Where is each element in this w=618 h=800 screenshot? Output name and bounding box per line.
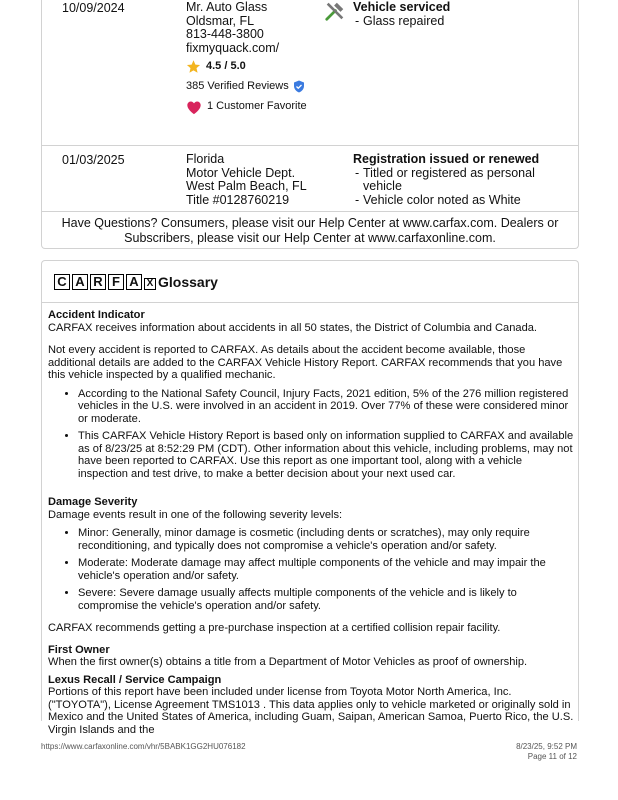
event-item: - Glass repaired	[353, 15, 450, 29]
source-name: Florida	[186, 152, 225, 166]
help-text: Have Questions? Consumers, please visit our Help Center at www.carfax.com. Dealers or Subscribers, please visit our Help Center at www.carfaxonline.com.	[61, 216, 559, 245]
damage-intro: Damage events result in one of the following severity levels:	[48, 508, 343, 521]
help-row	[42, 211, 578, 249]
accident-bullets	[48, 388, 574, 481]
verified-icon	[293, 80, 305, 93]
source-name: Mr. Auto Glass	[186, 0, 268, 14]
glossary-panel	[41, 260, 579, 736]
damage-recommendation: CARFAX recommends getting a pre-purchase inspection at a certified collision repair facility.	[48, 622, 501, 634]
footer-url: https://www.carfaxonline.com/vhr/5BABK1GG2HU076182	[41, 742, 246, 751]
damage-heading: Damage Severity	[48, 496, 138, 508]
source-location: Oldsmar, FL	[186, 13, 255, 28]
source-dept: Motor Vehicle Dept.	[186, 165, 296, 180]
event-item: - Titled or registered as personal vehicle	[353, 167, 568, 194]
first-owner-text: When the first owner(s) obtains a title from a Department of Motor Vehicles as proof of ownership.	[48, 656, 528, 668]
glossary-title: Glossary	[158, 274, 218, 290]
event-title: Registration issued or renewed	[353, 152, 540, 166]
recall-text: Portions of this report have been included under license from Toyota Motor North America, Inc. ("TOYOTA"), License Agreement TMS1013 . This data applies only to vehicle marketed or originally sold in Mexico and the United States of America, including Guam, Saipan, American Samoa, Puerto Rico, the U.S. Virgin Islands and the	[48, 686, 574, 736]
event-item: - Vehicle color noted as White	[353, 194, 568, 208]
bullet-item: • Moderate: Moderate damage may affect multiple components of the vehicle and may impair the vehicle's operation and/or safety.	[78, 557, 574, 582]
history-row	[42, 145, 578, 212]
page-number: Page 11 of 12	[527, 752, 577, 761]
logo-letter: A	[126, 274, 142, 290]
recall-heading: Lexus Recall / Service Campaign	[48, 673, 222, 686]
source-reviews[interactable]	[186, 80, 307, 94]
record-event	[353, 153, 568, 207]
rating-value: 4.5 / 5.0	[206, 59, 246, 72]
accident-intro: CARFAX receives information about accidents in all 50 states, the District of Columbia and Canada.	[48, 321, 537, 334]
record-event	[353, 1, 450, 28]
record-date: 01/03/2025	[62, 153, 125, 167]
accident-heading: Accident Indicator	[48, 309, 145, 321]
logo-letter: R	[90, 274, 106, 290]
event-title: Vehicle serviced	[353, 0, 451, 14]
footer-meta	[516, 742, 577, 762]
source-phone: 813-448-3800	[186, 27, 264, 41]
heart-icon	[186, 100, 202, 115]
bullet-item: • Severe: Severe damage usually affects multiple components of the vehicle and is likely to compromise the vehicle's operation and/or safety.	[78, 587, 574, 612]
logo-letter: A	[72, 274, 88, 290]
bullet-item: • According to the National Safety Council, Injury Facts, 2021 edition, 5% of the 276 million registered vehicles in the U.S. were involved in an accident in 2019. Over 77% of these were considered minor or moderate.	[78, 388, 574, 426]
record-source	[186, 1, 307, 115]
history-row	[42, 0, 578, 145]
footer-datetime: 8/23/25, 9:52 PM	[516, 742, 577, 751]
source-website[interactable]: fixmyquack.com/	[186, 40, 280, 55]
source-rating	[186, 59, 307, 74]
history-table	[41, 0, 579, 249]
source-location: West Palm Beach, FL	[186, 179, 307, 193]
logo-letter: C	[54, 274, 70, 290]
carfax-logo	[54, 274, 158, 290]
favorite-label: 1 Customer Favorite	[207, 100, 307, 113]
wrench-icon	[324, 0, 346, 22]
first-owner-heading: First Owner	[48, 643, 110, 656]
star-icon	[186, 59, 201, 74]
record-source	[186, 153, 307, 207]
glossary-header	[42, 261, 578, 303]
reviews-count: 385 Verified Reviews	[186, 80, 289, 92]
damage-bullets	[48, 527, 574, 612]
bullet-item: • Minor: Generally, minor damage is cosmetic (including dents or scratches), may only require reconditioning, and typically does not compromise a vehicle's operation and/or safety.	[78, 527, 574, 552]
source-favorite	[186, 100, 307, 115]
logo-letter: F	[108, 274, 124, 290]
logo-letter: X	[144, 278, 156, 290]
accident-details: Not every accident is reported to CARFAX. As details about the accident become available, those additional details are added to the CARFAX Vehicle History Report. CARFAX recommends that you have this vehicle inspected by a qualified mechanic.	[48, 344, 563, 381]
glossary-body	[48, 309, 574, 736]
record-date: 10/09/2024	[62, 1, 125, 15]
bullet-item: • This CARFAX Vehicle History Report is based only on information supplied to CARFAX and available as of 8/23/25 at 8:52:29 PM (CDT). Other information about this vehicle, including problems, may not have been reported to CARFAX. Use this report as one important tool, along with a vehicle inspection and test drive, to make a better decision about your next used car.	[78, 430, 574, 480]
source-title-number: Title #0128760219	[186, 192, 290, 207]
